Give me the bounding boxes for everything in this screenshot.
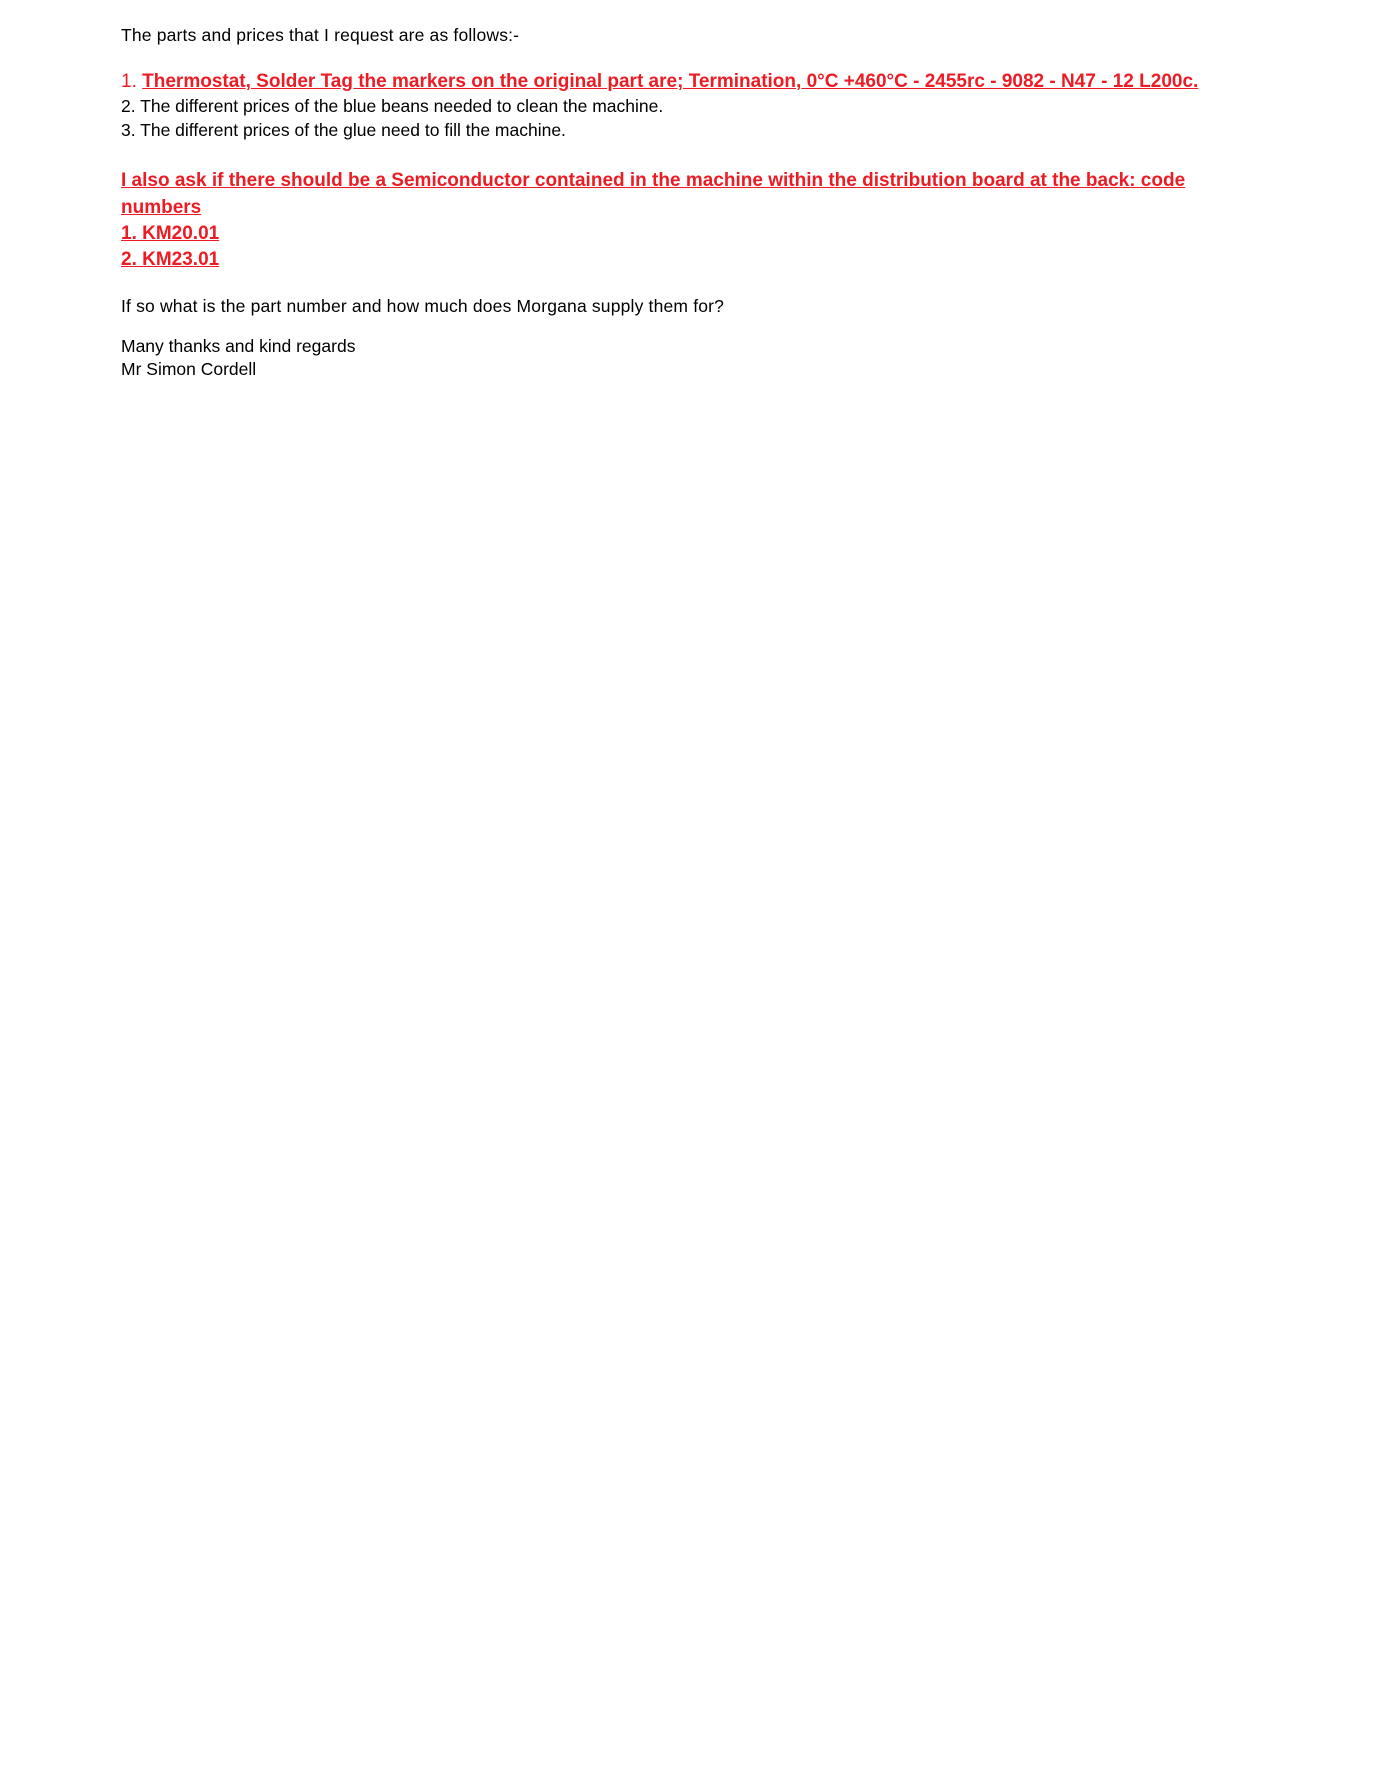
follow-up-question: If so what is the part number and how much does Morgana supply them for?	[121, 296, 725, 316]
document-body	[121, 24, 1211, 381]
signature-line: Mr Simon Cordell	[121, 359, 257, 379]
request-item-2	[121, 95, 1211, 119]
code-number-1: 1. KM20.01	[121, 223, 220, 244]
request-item-3-number: 3.	[121, 119, 136, 140]
request-item-2-number: 2.	[121, 96, 136, 116]
semiconductor-question: I also ask if there should be a Semiconductor contained in the machine within the distribution board at the back: code numbers	[121, 170, 1186, 218]
request-item-3	[121, 119, 1211, 143]
request-item-1	[121, 69, 1211, 95]
closing-line: Many thanks and kind regards	[121, 336, 356, 356]
request-item-1-text: Thermostat, Solder Tag the markers on the original part are; Termination, 0°C +460°C - 2455rc - 9082 - N47 - 12 L200c.	[142, 71, 1199, 92]
request-item-1-number: 1.	[121, 71, 137, 92]
request-item-3-text: The different prices of the glue need to fill the machine.	[140, 119, 566, 140]
code-number-2: 2. KM23.01	[121, 249, 220, 270]
intro-paragraph: The parts and prices that I request are as follows:-	[121, 25, 520, 45]
request-item-2-text: The different prices of the blue beans needed to clean the machine.	[140, 96, 664, 116]
